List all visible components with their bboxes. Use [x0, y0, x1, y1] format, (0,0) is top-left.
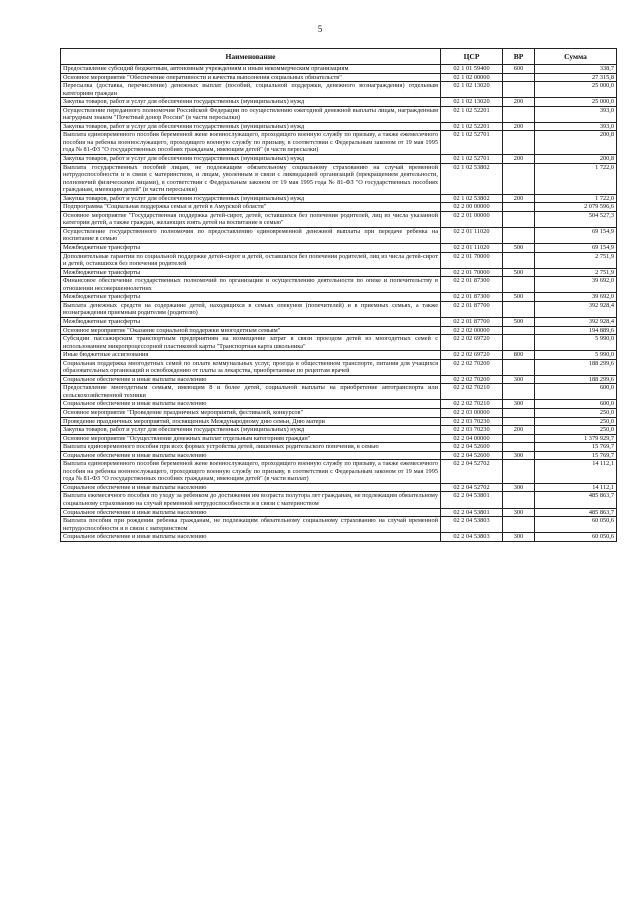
- row-sum: 600,0: [535, 400, 617, 409]
- table-row: [61, 194, 617, 203]
- row-csr: 02 2 03 70230: [441, 417, 503, 426]
- row-vr: [503, 443, 535, 452]
- row-name: Закупка товаров, работ и услуг для обеспечения государственных (муниципальных) нужд: [61, 98, 441, 107]
- row-name: Закупка товаров, работ и услуг для обеспечения государственных (муниципальных) нужд: [61, 426, 441, 435]
- row-csr: 02 2 04 52600: [441, 443, 503, 452]
- row-csr: 02 2 02 00000: [441, 326, 503, 335]
- row-csr: 02 2 03 70230: [441, 426, 503, 435]
- row-sum: 250,0: [535, 408, 617, 417]
- row-sum: 200,8: [535, 131, 617, 155]
- table-header-row: [61, 49, 617, 65]
- table-row: [61, 227, 617, 243]
- row-vr: 500: [503, 293, 535, 302]
- table-row: [61, 244, 617, 253]
- row-sum: 393,0: [535, 106, 617, 122]
- table-row: [61, 106, 617, 122]
- row-csr: 02 2 01 11020: [441, 244, 503, 253]
- row-name: Выплата государственных пособий лицам, не подлежащим обязательному социальному страхованию на случай временной нетрудоспособности и в связи с материнством, и лицам, уволенным в связи с ликвидацией организаций (прекращением деятельности, полномочий физическими лицами), в соответствии с Федеральным законом от 19 мая 1995 года № 81-ФЗ "О государственных пособиях гражданам, имеющим детей" (в части пересылки): [61, 163, 441, 194]
- row-vr: 600: [503, 65, 535, 74]
- row-vr: [503, 417, 535, 426]
- row-sum: 69 154,9: [535, 227, 617, 243]
- table-row: [61, 301, 617, 317]
- row-name: Пересылка (доставка, перечисление) денежных выплат (пособий, социальной поддержки, денежного вознаграждения) отдельным категориям граждан: [61, 82, 441, 98]
- row-sum: 485 863,7: [535, 508, 617, 517]
- row-vr: [503, 384, 535, 400]
- table-row: [61, 335, 617, 351]
- table-row: [61, 203, 617, 212]
- row-vr: [503, 252, 535, 268]
- row-vr: [503, 326, 535, 335]
- row-sum: 188 299,6: [535, 375, 617, 384]
- row-name: Социальное обеспечение и иные выплаты населению: [61, 451, 441, 460]
- row-sum: 25 000,0: [535, 98, 617, 107]
- row-sum: 200,8: [535, 155, 617, 164]
- row-csr: 02 2 01 87300: [441, 293, 503, 302]
- page-number: 5: [317, 24, 323, 34]
- table-row: [61, 122, 617, 131]
- row-name: Осуществление государственного полномочия по предоставлению единовременной денежной выплаты при передаче ребенка на воспитание в семью: [61, 227, 441, 243]
- row-csr: 02 2 04 53801: [441, 492, 503, 508]
- row-name: Предоставление многодетным семьям, имеющим 8 и более детей, социальной выплаты на приобретение автотранспорта или сельскохозяйственной техники: [61, 384, 441, 400]
- table-row: [61, 434, 617, 443]
- row-name: Предоставление субсидий бюджетным, автономным учреждениям и иным некоммерческим организациям: [61, 65, 441, 74]
- table-row: [61, 443, 617, 452]
- row-name: Субсидии пассажирским транспортным предприятиям на возмещение затрат в связи проездом детей из многодетных семей с использованием микропроцессорной пластиковой карты "Транспортная карта школьника": [61, 335, 441, 351]
- row-csr: 02 2 01 87300: [441, 277, 503, 293]
- table-row: [61, 317, 617, 326]
- row-csr: 02 1 02 53802: [441, 163, 503, 194]
- row-csr: 02 2 02 70210: [441, 400, 503, 409]
- row-sum: 194 889,6: [535, 326, 617, 335]
- row-name: Социальное обеспечение и иные выплаты населению: [61, 483, 441, 492]
- table-row: [61, 252, 617, 268]
- row-sum: 1 722,0: [535, 194, 617, 203]
- table-row: [61, 517, 617, 533]
- row-csr: 02 2 01 11020: [441, 227, 503, 243]
- row-vr: 200: [503, 98, 535, 107]
- row-vr: [503, 434, 535, 443]
- row-sum: 2 751,9: [535, 252, 617, 268]
- row-sum: 250,0: [535, 426, 617, 435]
- row-sum: 2 751,9: [535, 268, 617, 277]
- row-csr: 02 2 02 70200: [441, 359, 503, 375]
- row-vr: 300: [503, 533, 535, 542]
- header-vr: ВР: [503, 49, 535, 65]
- table-row: [61, 451, 617, 460]
- row-csr: 02 2 02 69720: [441, 335, 503, 351]
- table-row: [61, 492, 617, 508]
- header-name: Наименование: [61, 49, 441, 65]
- row-csr: 02 2 04 53803: [441, 517, 503, 533]
- table-row: [61, 408, 617, 417]
- row-sum: 2 079 596,6: [535, 203, 617, 212]
- header-csr: ЦСР: [441, 49, 503, 65]
- row-sum: 600,0: [535, 384, 617, 400]
- table-row: [61, 359, 617, 375]
- row-name: Выплата единовременного пособия беременной жене военнослужащего, проходящего военную службу по призыву, а также ежемесячного пособия на ребенка военнослужащего, проходящего военную службу по призыву, в соответствии с Федеральным законом от 19 мая 1995 года № 81-ФЗ "О государственных пособиях гражданам, имеющим детей" (в части выплат): [61, 460, 441, 484]
- row-sum: 188 299,6: [535, 359, 617, 375]
- row-csr: 02 2 02 70210: [441, 384, 503, 400]
- row-csr: 02 1 02 00000: [441, 73, 503, 82]
- table-row: [61, 351, 617, 360]
- row-name: Социальное обеспечение и иные выплаты населению: [61, 533, 441, 542]
- row-vr: 500: [503, 268, 535, 277]
- row-csr: 02 1 01 59400: [441, 65, 503, 74]
- row-sum: 39 692,0: [535, 293, 617, 302]
- row-vr: [503, 460, 535, 484]
- row-sum: 25 000,0: [535, 82, 617, 98]
- row-name: Социальное обеспечение и иные выплаты населению: [61, 400, 441, 409]
- row-name: Проведение праздничных мероприятий, посвященных Международному дню семьи, Дню матери: [61, 417, 441, 426]
- row-csr: 02 2 03 00000: [441, 408, 503, 417]
- row-name: Выплата единовременного пособия при всех формах устройства детей, лишенных родительского попечения, в семью: [61, 443, 441, 452]
- row-vr: [503, 301, 535, 317]
- table-row: [61, 375, 617, 384]
- row-name: Закупка товаров, работ и услуг для обеспечения государственных (муниципальных) нужд: [61, 155, 441, 164]
- row-name: Закупка товаров, работ и услуг для обеспечения государственных (муниципальных) нужд: [61, 194, 441, 203]
- table-row: [61, 131, 617, 155]
- row-name: Социальное обеспечение и иные выплаты населению: [61, 508, 441, 517]
- table-row: [61, 400, 617, 409]
- row-vr: [503, 106, 535, 122]
- row-name: Основное мероприятие "Государственная поддержка детей-сирот, детей, оставшихся без попечения родителей, лиц из числа указанной категории детей, а также граждан, желающих взять детей на воспитание в семью": [61, 211, 441, 227]
- row-name: Основное мероприятие "Осуществление денежных выплат отдельным категориям граждан": [61, 434, 441, 443]
- table-row: [61, 163, 617, 194]
- row-name: Выплата денежных средств на содержание детей, находящихся в семьях опекунов (попечителей) и в приемных семьях, а также вознаграждения приемным родителям (родителю): [61, 301, 441, 317]
- row-name: Подпрограмма "Социальная поддержка семьи и детей в Амурской области": [61, 203, 441, 212]
- row-vr: [503, 131, 535, 155]
- row-sum: 14 112,1: [535, 460, 617, 484]
- row-name: Основное мероприятие "Оказание социальной поддержки многодетным семьям": [61, 326, 441, 335]
- row-name: Межбюджетные трансферты: [61, 268, 441, 277]
- row-name: Выплата единовременного пособия беременной жене военнослужащего, проходящего военную службу по призыву, а также ежемесячного пособия на ребенка военнослужащего, проходящего военную службу по призыву, в соответствии с Федеральным законом от 19 мая 1995 года № 81-ФЗ "О государственных пособиях гражданам, имеющим детей" (в части пересылки): [61, 131, 441, 155]
- row-vr: 300: [503, 375, 535, 384]
- table-row: [61, 268, 617, 277]
- table-row: [61, 65, 617, 74]
- row-csr: 02 1 02 52201: [441, 122, 503, 131]
- row-csr: 02 2 00 00000: [441, 203, 503, 212]
- row-sum: 338,7: [535, 65, 617, 74]
- row-name: Закупка товаров, работ и услуг для обеспечения государственных (муниципальных) нужд: [61, 122, 441, 131]
- row-name: Дополнительные гарантии по социальной поддержке детей-сирот и детей, оставшихся без попечения родителей, лиц из числа детей-сирот и детей, оставшихся без попечения родителей: [61, 252, 441, 268]
- row-csr: 02 2 04 52600: [441, 451, 503, 460]
- row-vr: [503, 335, 535, 351]
- table-row: [61, 417, 617, 426]
- row-name: Основное мероприятие "Проведение праздничных мероприятий, фестивалей, конкурсов": [61, 408, 441, 417]
- row-csr: 02 2 01 70000: [441, 252, 503, 268]
- row-name: Основное мероприятие "Обеспечение оперативности и качества выполнения социальных обязательств": [61, 73, 441, 82]
- table-row: [61, 211, 617, 227]
- row-csr: 02 1 02 53802: [441, 194, 503, 203]
- row-vr: 500: [503, 317, 535, 326]
- row-vr: 300: [503, 451, 535, 460]
- row-name: Социальное обеспечение и иные выплаты населению: [61, 375, 441, 384]
- row-sum: 15 769,7: [535, 451, 617, 460]
- row-name: Осуществление переданного полномочия Российской Федерации по осуществлению ежегодной денежной выплаты лицам, награжденным нагрудным знаком "Почетный донор России" (в части пересылки): [61, 106, 441, 122]
- table-row: [61, 460, 617, 484]
- row-vr: [503, 82, 535, 98]
- table-body: [61, 65, 617, 542]
- row-name: Межбюджетные трансферты: [61, 317, 441, 326]
- row-csr: 02 2 04 00000: [441, 434, 503, 443]
- row-csr: 02 2 04 52702: [441, 460, 503, 484]
- row-sum: 1 722,0: [535, 163, 617, 194]
- row-csr: 02 2 01 00000: [441, 211, 503, 227]
- row-vr: 500: [503, 244, 535, 253]
- row-vr: [503, 359, 535, 375]
- table-row: [61, 82, 617, 98]
- row-sum: 393,0: [535, 122, 617, 131]
- row-sum: 39 692,0: [535, 277, 617, 293]
- row-sum: 60 050,6: [535, 517, 617, 533]
- row-name: Выплата ежемесячного пособия по уходу за ребенком до достижения им возраста полутора лет гражданам, не подлежащим обязательному социальному страхованию на случай временной нетрудоспособности и в связи с материнством: [61, 492, 441, 508]
- row-sum: 5 990,0: [535, 335, 617, 351]
- row-vr: [503, 277, 535, 293]
- row-vr: [503, 73, 535, 82]
- table-row: [61, 483, 617, 492]
- table-row: [61, 98, 617, 107]
- row-csr: 02 1 02 13020: [441, 82, 503, 98]
- row-name: Выплата пособия при рождении ребенка гражданам, не подлежащим обязательному социальному страхованию на случай временной нетрудоспособности и в связи с материнством: [61, 517, 441, 533]
- table-row: [61, 326, 617, 335]
- row-csr: 02 2 04 53801: [441, 508, 503, 517]
- row-sum: 14 112,1: [535, 483, 617, 492]
- row-sum: 392 928,4: [535, 301, 617, 317]
- row-csr: 02 2 04 53803: [441, 533, 503, 542]
- row-vr: [503, 211, 535, 227]
- row-vr: [503, 408, 535, 417]
- row-name: Межбюджетные трансферты: [61, 244, 441, 253]
- table-row: [61, 293, 617, 302]
- row-vr: [503, 227, 535, 243]
- row-name: Социальная поддержка многодетных семей по оплате коммунальных услуг, проезда в общественном транспорте, питания для учащихся образовательных организаций и освобождению от платы за лекарства, приобретаемые по рецептам врачей: [61, 359, 441, 375]
- row-name: Финансовое обеспечение государственных полномочий по организации и осуществлению деятельности по опеке и попечительству в отношении несовершеннолетних: [61, 277, 441, 293]
- row-csr: 02 1 02 13020: [441, 98, 503, 107]
- row-vr: [503, 163, 535, 194]
- header-sum: Сумма: [535, 49, 617, 65]
- table-row: [61, 426, 617, 435]
- row-csr: 02 2 01 87700: [441, 301, 503, 317]
- row-csr: 02 1 02 52201: [441, 106, 503, 122]
- table-row: [61, 277, 617, 293]
- row-vr: 200: [503, 426, 535, 435]
- budget-table: [60, 48, 617, 542]
- table-row: [61, 155, 617, 164]
- row-name: Иные бюджетные ассигнования: [61, 351, 441, 360]
- row-vr: 300: [503, 483, 535, 492]
- row-csr: 02 2 04 52702: [441, 483, 503, 492]
- row-csr: 02 2 01 70000: [441, 268, 503, 277]
- row-sum: 27 315,8: [535, 73, 617, 82]
- row-csr: 02 2 01 87700: [441, 317, 503, 326]
- row-vr: 300: [503, 400, 535, 409]
- row-vr: [503, 492, 535, 508]
- row-sum: 250,0: [535, 417, 617, 426]
- row-sum: 392 928,4: [535, 317, 617, 326]
- row-vr: [503, 203, 535, 212]
- row-sum: 15 769,7: [535, 443, 617, 452]
- row-sum: 1 379 929,7: [535, 434, 617, 443]
- row-vr: [503, 517, 535, 533]
- row-name: Межбюджетные трансферты: [61, 293, 441, 302]
- row-sum: 69 154,9: [535, 244, 617, 253]
- row-sum: 485 863,7: [535, 492, 617, 508]
- row-vr: 200: [503, 155, 535, 164]
- table-row: [61, 384, 617, 400]
- row-sum: 504 527,3: [535, 211, 617, 227]
- table-row: [61, 533, 617, 542]
- row-sum: 60 050,6: [535, 533, 617, 542]
- row-vr: 300: [503, 508, 535, 517]
- row-csr: 02 2 02 69720: [441, 351, 503, 360]
- row-csr: 02 1 02 52701: [441, 131, 503, 155]
- row-csr: 02 2 02 70200: [441, 375, 503, 384]
- row-sum: 5 990,0: [535, 351, 617, 360]
- row-vr: 800: [503, 351, 535, 360]
- table-row: [61, 508, 617, 517]
- table-row: [61, 73, 617, 82]
- row-vr: 200: [503, 194, 535, 203]
- row-csr: 02 1 02 52701: [441, 155, 503, 164]
- row-vr: 200: [503, 122, 535, 131]
